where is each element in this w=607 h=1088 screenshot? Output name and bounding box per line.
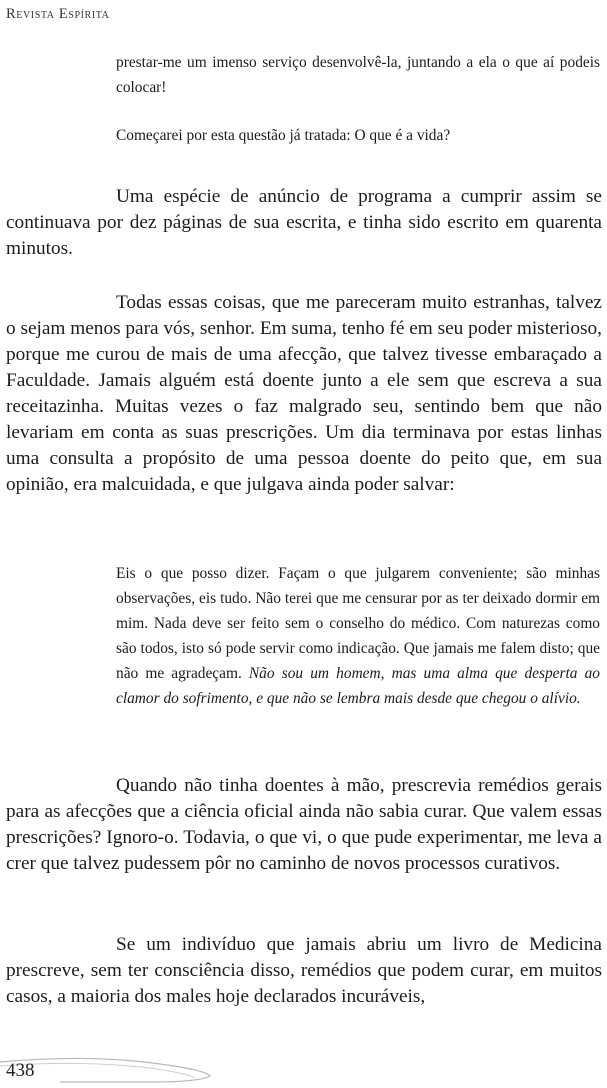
body-paragraph-3 xyxy=(6,773,602,877)
quote-paragraph xyxy=(116,561,600,711)
quote-paragraph: prestar-me um imenso serviço desenvolvê-la, juntando a ela o que aí podeis colocar! xyxy=(116,54,600,96)
quote-text: Eis o que posso dizer. Façam o que julgarem conveniente; são minhas observações, eis tudo. Não terei que me censurar por as ter deixado dormir em mim. Nada deve ser feito sem o conselho do médico. Com naturezas como são todos, isto só pode servir como indicação. Que jamais me falem disto; que não me agradeçam. xyxy=(116,565,600,682)
paragraph-text: Quando não tinha doentes à mão, prescrevia remédios gerais para as afecções que a ciência oficial ainda não sabia curar. Que valem essas prescrições? Ignoro-o. Todavia, o que vi, o que pude experimentar, me leva a crer que talvez pudessem pôr no caminho de novos processos curativos. xyxy=(6,775,602,874)
paragraph-text: Uma espécie de anúncio de programa a cumprir assim se continuava por dez páginas de sua escrita, e tinha sido escrito em quarenta minutos. xyxy=(6,186,602,259)
page-number: 438 xyxy=(6,1060,35,1081)
paragraph-text: Se um indivíduo que jamais abriu um livro de Medicina prescreve, sem ter consciência disso, remédios que podem curar, em muitos casos, a maioria dos males hoje declarados incuráveis, xyxy=(6,934,602,1007)
footer-swoosh-decoration xyxy=(0,1050,240,1088)
paragraph-text: Todas essas coisas, que me pareceram muito estranhas, talvez o sejam menos para vós, senhor. Em suma, tenho fé em seu poder misterioso, porque me curou de mais de uma afecção, que talvez tivesse embaraçado a Faculdade. Jamais alguém está doente junto a ele sem que escreva a sua receitazinha. Muitas vezes o faz malgrado seu, sentindo bem que não levariam em conta as suas prescrições. Um dia terminava por estas linhas uma consulta a propósito de uma pessoa doente do peito que, em sua opinião, era malcuidada, e que julgava ainda poder salvar: xyxy=(6,292,602,495)
quote-block-top xyxy=(116,50,600,148)
quote-block-prescription xyxy=(116,561,600,711)
quote-question: Começarei por esta questão já tratada: O que é a vida? xyxy=(116,127,451,144)
body-paragraph-4 xyxy=(6,932,602,1010)
body-paragraph-2 xyxy=(6,290,602,498)
body-paragraph-1 xyxy=(6,184,602,262)
quote-italic-text: Não sou um homem, mas uma alma que desperta ao clamor do sofrimento, e que não se lembra mais desde que chegou o alívio. xyxy=(116,665,600,707)
running-header: Revista Espírita xyxy=(6,6,110,22)
